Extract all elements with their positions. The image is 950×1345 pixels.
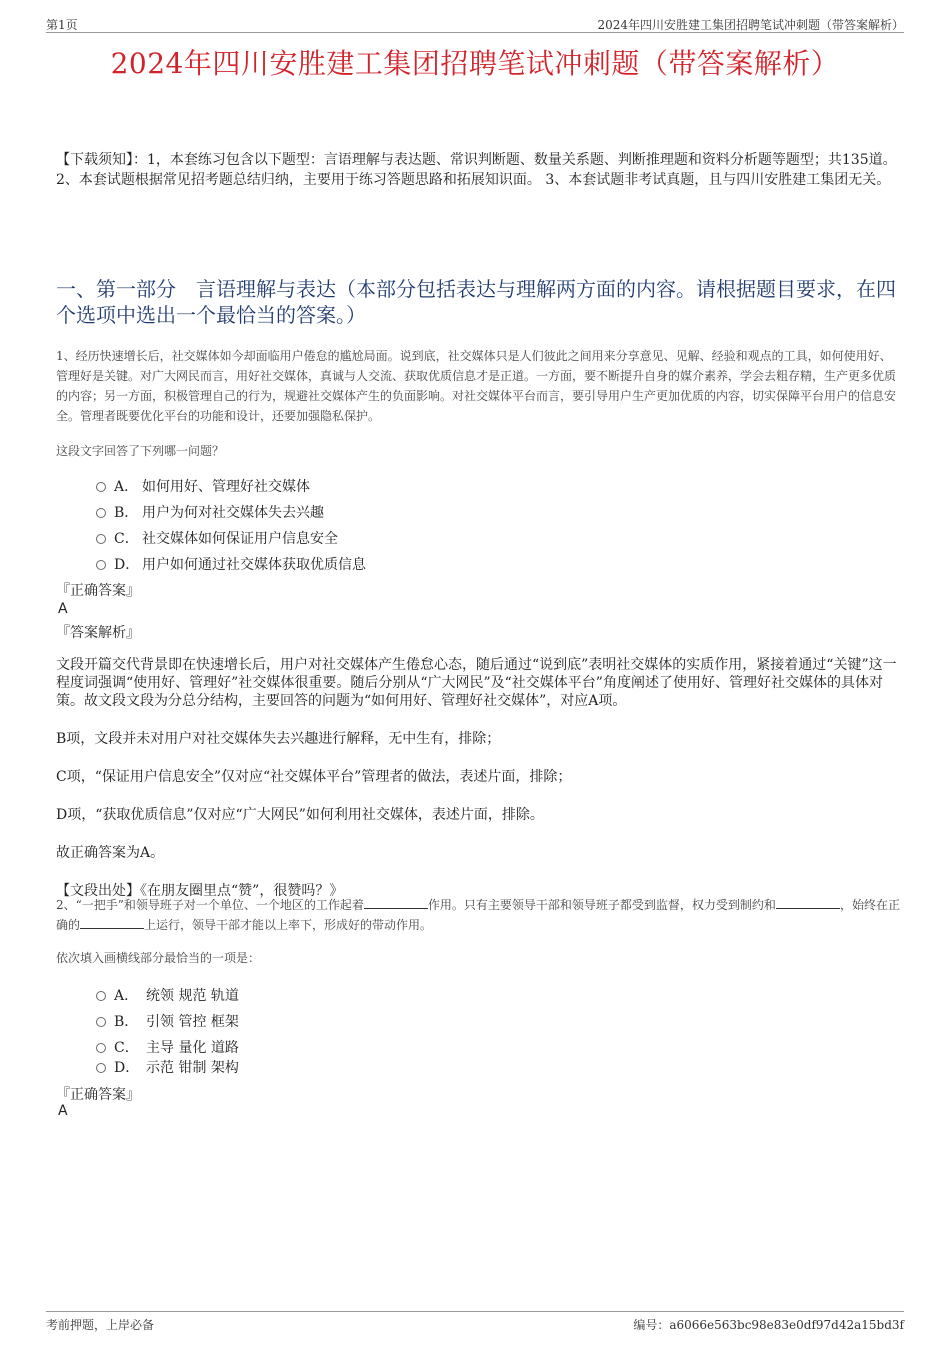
analysis-paragraph: C项，“保证用户信息安全”仅对应“社交媒体平台”管理者的做法，表述片面，排除； <box>56 769 572 785</box>
document-title: 2024年四川安胜建工集团招聘笔试冲刺题（带答案解析） <box>110 47 840 80</box>
analysis-paragraph: 故正确答案为A。 <box>56 845 165 861</box>
radio-icon[interactable] <box>96 534 106 544</box>
question-2-option-b[interactable]: B． 引领 管控 框架 <box>96 1009 796 1035</box>
question-2-answer: A <box>58 1103 68 1119</box>
question-1-analysis-label: 『答案解析』 <box>56 625 140 641</box>
header-doc-title: 2024年四川安胜建工集团招聘笔试冲刺题（带答案解析） <box>597 18 904 32</box>
question-1-stem: 1、经历快速增长后，社交媒体如今却面临用户倦怠的尴尬局面。说到底，社交媒体只是人们彼此之间用来分享意见、见解、经验和观点的工具，如何使用好、管理好是关键。对广大网民而言，用好社交媒体，真诚与人交流、获取优质信息才是正道。一方面，要不断提升自身的媒介素养，学会去粗存精，生产更多优质的内容；另一方面，积极管理自己的行为，规避社交媒体产生的负面影响。对社交媒体平台而言，要引导用户生产更加优质的内容，切实保障平台用户的信息安全。管理者既要优化平台的功能和设计，还要加强隐私保护。 <box>56 349 897 423</box>
question-1-prompt: 这段文字回答了下列哪一问题？ <box>56 444 225 458</box>
section-title: 一、第一部分 言语理解与表达（本部分包括表达与理解两方面的内容。请根据题目要求，在四个选项中选出一个最恰当的答案。） <box>56 277 896 327</box>
radio-icon[interactable] <box>96 991 106 1001</box>
question-2-option-c[interactable]: C． 主导 量化 道路 <box>96 1035 796 1061</box>
question-2-answer-label: 『正确答案』 <box>56 1087 140 1103</box>
page-header <box>46 14 904 33</box>
question-1-option-b[interactable]: B． 用户为何对社交媒体失去兴趣 <box>96 500 796 526</box>
text-source: 【文段出处】《在朋友圈里点“赞”，很赞吗？》 <box>56 883 344 899</box>
page-footer <box>46 1311 904 1334</box>
radio-icon[interactable] <box>96 1043 106 1053</box>
analysis-paragraph: 文段开篇交代背景即在快速增长后，用户对社交媒体产生倦怠心态，随后通过“说到底”表明社交媒体的实质作用，紧接着通过“关键”这一程度词强调“使用好、管理好”社交媒体很重要。随后分别从“广大网民”及“社交媒体平台”角度阐述了使用好、管理好社交媒体的具体对策。故文段文段为分总分结构，主要回答的问题为“如何用好、管理好社交媒体”，对应A项。 <box>56 657 897 709</box>
radio-icon[interactable] <box>96 1017 106 1027</box>
fill-blank <box>776 898 840 909</box>
footer-slogan: 考前押题，上岸必备 <box>46 1318 155 1332</box>
question-1-option-d[interactable]: D． 用户如何通过社交媒体获取优质信息 <box>96 552 796 578</box>
fill-blank <box>364 898 428 909</box>
radio-icon[interactable] <box>96 560 106 570</box>
question-1-option-c[interactable]: C． 社交媒体如何保证用户信息安全 <box>96 526 796 552</box>
radio-icon[interactable] <box>96 482 106 492</box>
download-notice: 【下载须知】：1，本套练习包含以下题型：言语理解与表达题、常识判断题、数量关系题、判断推理题和资料分析题等题型；共135道。 2、本套试题根据常见招考题总结归纳，主要用于练习答题思路和拓展知识面。 3、本套试题非考试真题，且与四川安胜建工集团无关。 <box>56 152 897 188</box>
question-1-options <box>96 474 796 578</box>
radio-icon[interactable] <box>96 1063 106 1073</box>
question-2-option-a[interactable]: A． 统领 规范 轨道 <box>96 983 796 1009</box>
question-2-options <box>96 983 796 1081</box>
question-1-analysis <box>56 656 902 920</box>
question-1-answer: A <box>58 601 68 617</box>
question-2-prompt: 依次填入画横线部分最恰当的一项是： <box>56 951 261 965</box>
analysis-paragraph: B项，文段并未对用户对社交媒体失去兴趣进行解释，无中生有，排除； <box>56 731 501 747</box>
question-2-option-d[interactable]: D． 示范 钳制 架构 <box>96 1055 796 1081</box>
footer-serial: 编号：a6066e563bc98e83e0df97d42a15bd3f <box>633 1318 904 1332</box>
page-number: 第1页 <box>46 18 78 32</box>
question-1-answer-label: 『正确答案』 <box>56 583 140 599</box>
question-2-stem: 2、“一把手”和领导班子对一个单位、一个地区的工作起着 作用。只有主要领导干部和领导班子都受到监督，权力受到制约和 ，始终在正确的 上运行，领导干部才能以上率下，形成好的带动作用。 <box>56 898 900 932</box>
radio-icon[interactable] <box>96 508 106 518</box>
analysis-paragraph: D项，“获取优质信息”仅对应“广大网民”如何利用社交媒体，表述片面，排除。 <box>56 807 544 823</box>
fill-blank <box>80 918 144 929</box>
question-1-option-a[interactable]: A． 如何用好、管理好社交媒体 <box>96 474 796 500</box>
